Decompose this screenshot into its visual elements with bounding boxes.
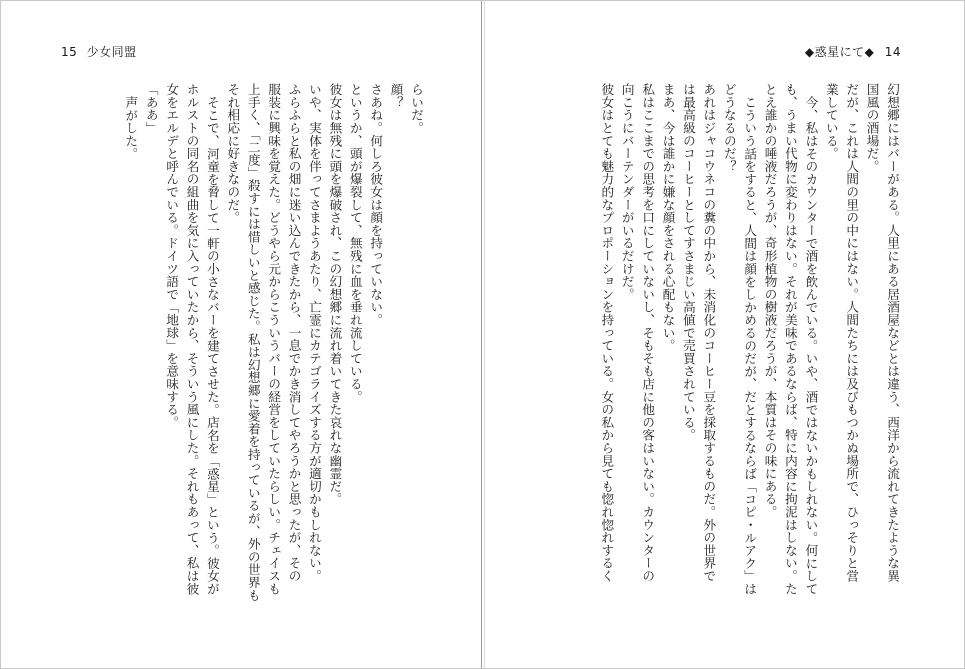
text-line: あれはジャコウネコの糞の中から、未消化のコーヒー豆を採取するものだ。外の世界で [701,83,717,583]
left-page-number: 15 [61,45,78,59]
text-line: 彼女は無残に頭を爆破され、この幻想郷に流れ着いてきた哀れな幽霊だ。 [327,83,343,506]
text-line: 上手く、「二度」殺すには惜しいと感じた。私は幻想郷に愛着を持っているが、外の世界も [245,83,261,602]
text-line: それ相応に好きなのだ。 [225,83,241,224]
text-line: 向こうにバーテンダーがいるだけだ。 [619,83,635,301]
left-running-title: 少女同盟 [86,45,137,59]
text-line: さあね。何しろ彼女は顔を持っていない。 [368,83,384,327]
text-line: 「ああ」 [143,83,159,135]
text-line: そこで、河童を脅して一軒の小さなバーを建てさせた。店名を「惑星」という。彼女が [204,95,220,595]
text-line: らいだ。 [409,83,424,135]
right-page-number: 14 [884,45,901,59]
text-line: 女をエルデと呼んでいる。ドイツ語で「地球」を意味する。 [164,83,180,429]
text-line: どうなるのだ？ [721,83,737,173]
right-running-title: ◆惑星にて◆ [804,45,875,59]
text-line: いや、実体を伴ってさまようあたり、亡霊にカテゴライズする方が適切かもしれない。 [306,83,322,583]
text-line: も、うまい代物に変わりはない。それが美味であるならば、特に内容に拘泥はしない。た [782,83,798,595]
text-line: 顔？ [388,83,404,109]
text-line: 幻想郷にはバーがある。人里にある居酒屋などとは違う、西洋から流れてきたような異 [885,83,900,583]
text-line: 彼女はとても魅力的なプロポーションを持っている。女の私から見ても惚れ惚れするく [599,83,615,583]
text-line: 今、私はそのカウンターで酒を飲んでいる。いや、酒ではないかもしれない。何にして [803,95,819,595]
text-line: 国風の酒場だ。 [864,83,880,173]
text-line: 業している。 [823,83,839,160]
right-page-body [552,83,902,623]
text-line: 声がした。 [123,95,139,160]
text-line: というか、頭が爆裂して、無残に血を垂れ流している。 [347,83,363,403]
text-line: は最高級のコーヒーとしてすさまじい高値で売買されている。 [680,83,696,442]
text-line: こういう話をすると、人間は顔をしかめるのだが、だとするならば「コピ・ルアク」は [742,95,758,595]
left-running-head [61,43,137,60]
text-line: 私はここまでの思考を口にしていないし、そもそも店に他の客はいない。カウンターの [640,83,656,583]
right-running-head [805,43,901,60]
page-gutter-shadow [484,1,485,668]
text-line: まあ、今は誰かに嫌な顔をされる心配もない。 [660,83,676,352]
page-gutter [481,1,482,668]
text-line: ホルストの同名の組曲を気に入っていたから、そういう風にした。それもあって、私は彼 [184,83,200,595]
text-line: ふらふらと私の畑に迷い込んできたから、一息でかき消してやろうかと思ったが、その [286,83,302,583]
text-line: とえ誰かの唾液だろうが、奇形植物の樹液だろうが、本質はその味にある。 [762,83,778,519]
left-page-body [86,83,426,623]
text-line: 服装に興味を覚えた。どうやら元からこういうバーの経営をしていたらしい。チェイスも [266,83,282,595]
text-line: だが、これは人間の里の中にはない。人間たちには及びもつかぬ場所で、ひっそりと営 [844,83,860,583]
